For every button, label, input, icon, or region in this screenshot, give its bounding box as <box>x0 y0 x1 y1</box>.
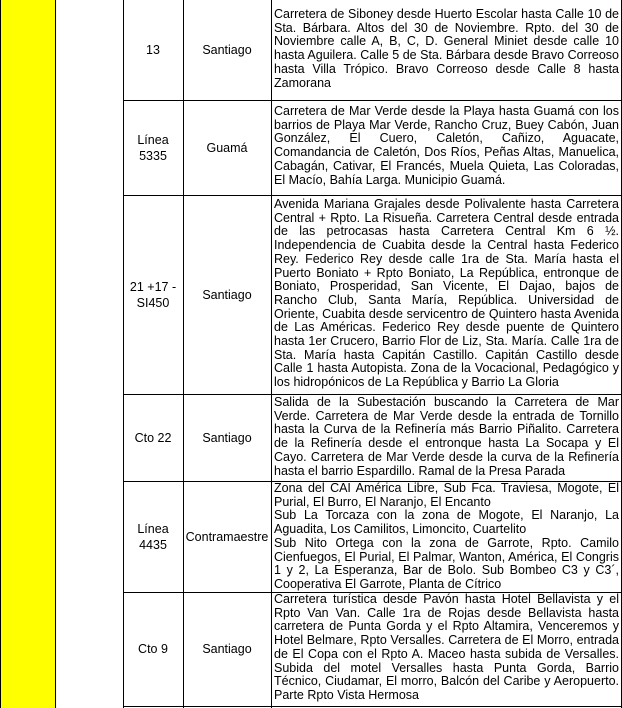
municipality: Santiago <box>202 287 252 302</box>
row-divider <box>123 706 622 707</box>
municipality: Santiago <box>202 43 252 57</box>
line-cell <box>123 481 183 592</box>
line-code: Línea 5335 <box>137 132 169 163</box>
description-cell: Carretera de Mar Verde desde la Playa hasta Guamá con los barrios de Playa Mar Verde, Rancho Cruz, Buey Cabón, Juan González, El Cuero, Caletón, Cañizo, Aguacate, Comandancia de Caletón, Dos Ríos, Peñas Altas, Manuelica, Cabagán, Cativar, El Francés, Muela Quieta, Las Coloradas, El Macío, Bahía Larga. Municipio Guamá. <box>274 104 619 187</box>
description-cell: Salida de la Subestación buscando la Carretera de Mar Verde. Carretera de Mar Verde desde la entrada de Tornillo hasta la Curva de la Refinería más Barrio Piñalito. Carretera de la Refinería desde el entronque hasta La Socapa y El Cayo. Carretera de Mar Verde desde la curva de la Refinería hasta el barrio Espardillo. Ramal de la Presa Parada <box>274 395 619 478</box>
description-cell: Avenida Mariana Grajales desde Polivalente hasta Carretera Central + Rpto. La Risueña. Carretera Central desde entrada de las petrocasas hasta Carretera Central Km 6 ½. Independencia de Cuabita desde la Central hasta Federico Rey. Federico Rey desde calle 1ra de Sta. María hasta el Puerto Boniato + Rpto Boniato, La República, entronque de Boniato, Prosperidad, San Vicente, El Dajao, bajos de Rancho Club, Santa María, República. Universidad de Oriente, Cuabita desde servicentro de Quintero hasta Avenida de Las Américas. Federico Rey desde puente de Quintero hasta 1er Crucero, Barrio Flor de Liz, Sta. María. Calle 1ra de Sta. María hasta Capitán Castillo. Capitán Castillo desde Calle 1 hasta Autopista. Zona de la Vocacional, Pedagógico y los hidropónicos de La República y Barrio La Gloria <box>274 197 619 390</box>
municipality-cell <box>183 195 271 394</box>
municipality-cell <box>183 100 271 195</box>
municipality-cell <box>183 481 271 592</box>
line-code: Cto 22 <box>134 430 172 445</box>
municipality-cell <box>183 394 271 481</box>
description-cell: Carretera turística desde Pavón hasta Hotel Bellavista y el Rpto Van Van. Calle 1ra de Rojas desde Bellavista hasta carretera de Punta Gorda y el Rpto Altamira, Venceremos y Hotel Belmare, Rpto Versalles. Carretera de El Morro, entrada de El Copa con el Rpto A. Maceo hasta subida de Versalles. Subida del motel Versalles hasta Punta Gorda, Barrio Técnico, Ciudamar, El morro, Balcón del Caribe y Aeropuerto. Parte Rpto Vista Hermosa <box>274 592 619 702</box>
table-border-left <box>0 0 1 708</box>
municipality: Santiago <box>202 430 252 445</box>
line-code: 13 <box>146 43 160 57</box>
line-code: 21 +17 - SI450 <box>129 279 177 310</box>
line-cell <box>123 592 183 706</box>
municipality: Guamá <box>206 140 248 155</box>
line-cell <box>123 0 183 100</box>
municipality-cell <box>183 0 271 100</box>
line-code: Línea 4435 <box>137 521 169 552</box>
line-code: Cto 9 <box>138 642 168 656</box>
municipality: Santiago <box>202 642 252 656</box>
description-cell: Zona del CAI América Libre, Sub Fca. Traviesa, Mogote, El Purial, El Burro, El Naranjo, El Encanto Sub La Torcaza con la zona de Mogote, El Naranjo, La Aguadita, Los Camilitos, Limoncito, Cuartelito Sub Nito Ortega con la zona de Garrote, Rpto. Camilo Cienfuegos, El Purial, El Palmar, Wanton, América, El Congris 1 y 2, La Esperanza, Bar de Bolo. Sub Bombeo C3 y C3´, Cooperativa El Garrote, Planta de Cítrico <box>274 481 619 591</box>
line-cell <box>123 195 183 394</box>
municipality: Contramaestre <box>185 529 269 544</box>
line-cell <box>123 100 183 195</box>
highlight-column <box>0 0 55 708</box>
line-cell <box>123 394 183 481</box>
column-divider <box>55 0 56 708</box>
municipality-cell <box>183 592 271 706</box>
column-divider <box>271 0 272 708</box>
description-cell: Carretera de Siboney desde Huerto Escolar hasta Calle 10 de Sta. Bárbara. Altos del 30 de Noviembre. Rpto. del 30 de Noviembre calle A, B, C, D. General Miniet desde calle 10 hasta Aguilera. Calle 5 de Sta. Bárbara desde Bravo Correoso hasta Villa Trópico. Bravo Correoso desde Calle 8 hasta Zamorana <box>274 7 619 90</box>
